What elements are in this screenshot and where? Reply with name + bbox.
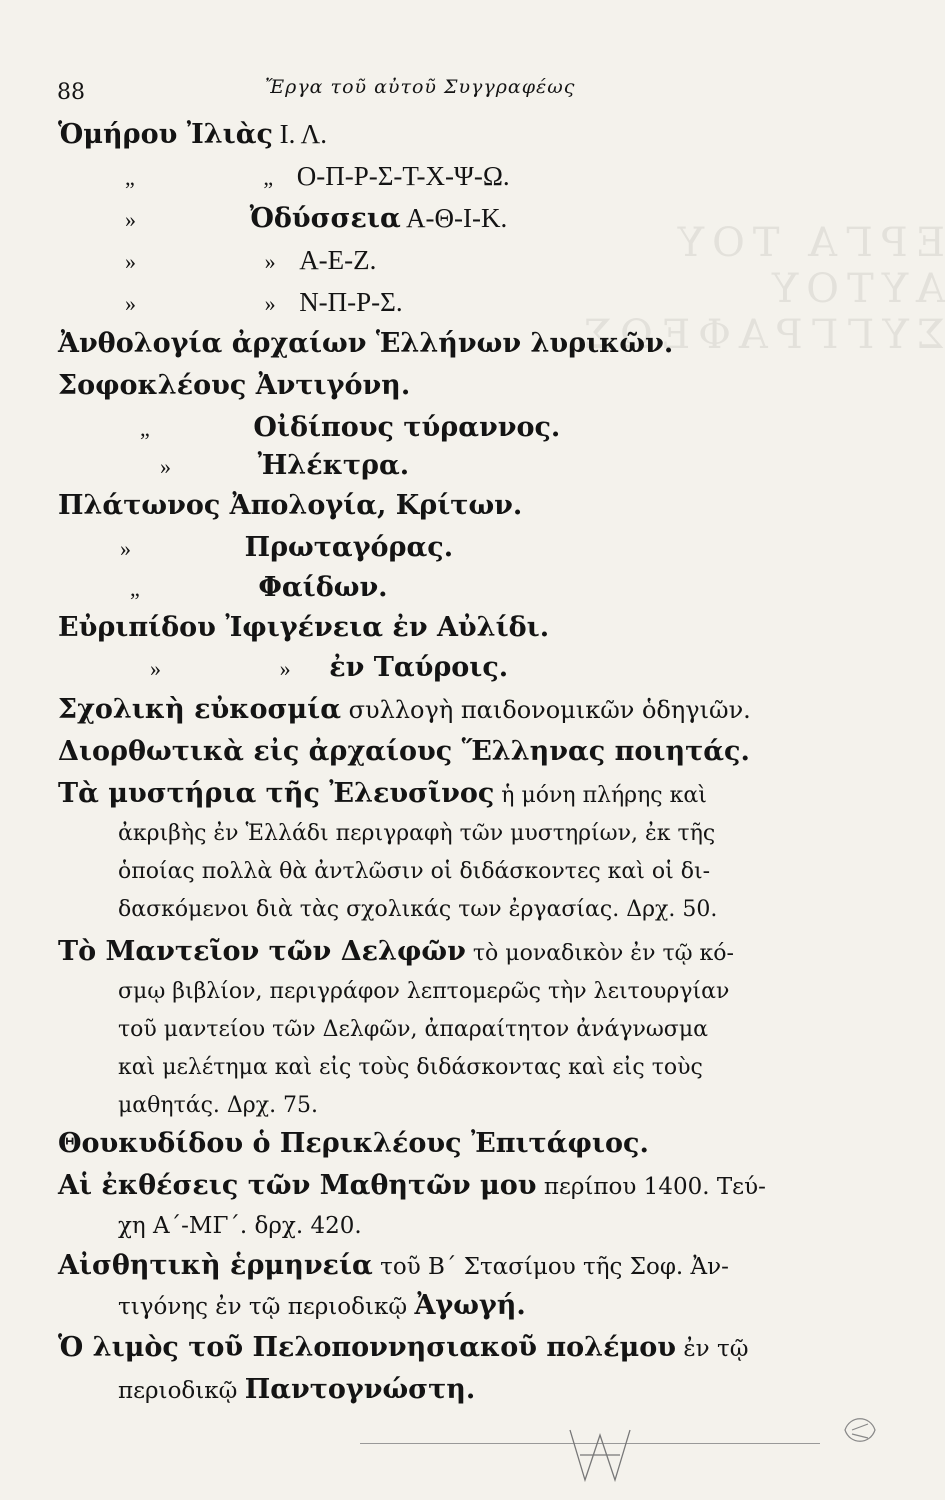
entry-text: τιγόνης ἐν τῷ περιοδικῷ	[118, 1294, 415, 1320]
entry-title: Ἀνθολογία ἀρχαίων Ἑλλήνων λυρικῶν.	[58, 328, 674, 359]
entry-title: Σοφοκλέους Ἀντιγόνη.	[58, 370, 411, 401]
entry-title: Παντογνώστη.	[244, 1374, 476, 1405]
entry-line	[118, 1290, 526, 1323]
entry-line	[58, 612, 549, 644]
entry-line: δασκόμενοι διὰ τὰς σχολικάς των ἐργασίας. Δρχ. 50.	[118, 897, 718, 922]
entry-text: Ι. Λ.	[272, 119, 328, 149]
entry-title: Ὁμήρου Ἰλιὰς	[58, 119, 273, 150]
entry-title: Θουκυδίδου ὁ Περικλέους Ἐπιτάφιος.	[58, 1128, 649, 1159]
entry-line	[160, 450, 409, 483]
entry-line: χη Α΄-ΜΓ΄. δρχ. 420.	[118, 1213, 362, 1239]
entry-line	[140, 412, 560, 445]
entry-line	[150, 652, 508, 685]
entry-text: ἐν τῷ	[676, 1336, 749, 1362]
entry-title: Διορθωτικὰ εἰς ἀρχαίους Ἕλληνας ποιητάς.	[58, 736, 750, 767]
entry-title: Αἱ ἐκθέσεις τῶν Μαθητῶν μου	[58, 1170, 537, 1201]
entry-title: Τὸ Μαντεῖον τῶν Δελφῶν	[58, 936, 466, 967]
entry-title: Αἰσθητικὴ ἑρμηνεία	[58, 1250, 373, 1281]
entry-title: Ἀγωγή.	[414, 1290, 526, 1321]
entry-line	[58, 694, 751, 726]
entry-title: Ὁ λιμὸς τοῦ Πελοποννησιακοῦ πολέμου	[58, 1332, 677, 1363]
entry-line	[130, 572, 388, 605]
ditto-mark: »	[125, 249, 136, 274]
ditto-mark: »	[125, 291, 136, 316]
ditto-mark: »	[125, 207, 136, 232]
entry-text: περιοδικῷ	[118, 1378, 245, 1404]
ditto-mark: „	[263, 165, 274, 190]
entry-line	[125, 244, 376, 278]
entry-line	[58, 1250, 729, 1283]
entry-line: τοῦ μαντείου τῶν Δελφῶν, ἀπαραίτητον ἀνάγνωσμα	[118, 1017, 708, 1042]
entry-line	[125, 202, 507, 236]
entry-text: Ο-Π-Ρ-Σ-Τ-Χ-Ψ-Ω.	[296, 161, 510, 191]
entry-title: Φαίδων.	[258, 572, 388, 603]
ditto-mark: »	[279, 656, 291, 681]
entry-text: Ν-Π-Ρ-Σ.	[299, 287, 403, 317]
entry-title: ἐν Ταύροις.	[329, 652, 509, 683]
entry-line: μαθητάς. Δρχ. 75.	[118, 1093, 319, 1118]
ditto-mark: „	[140, 416, 150, 441]
entry-line	[58, 1332, 748, 1365]
ditto-mark: „	[130, 576, 140, 601]
entry-line	[120, 532, 453, 565]
entry-text: τοῦ Β΄ Στασίμου τῆς Σοφ. Ἀν-	[372, 1254, 729, 1280]
entry-title: Οἰδίπους τύραννος.	[253, 412, 561, 443]
ditto-mark: »	[160, 454, 171, 479]
handwritten-signature	[560, 1420, 640, 1490]
entry-title: Σχολικὴ εὐκοσμία	[58, 694, 342, 725]
entry-line	[58, 1128, 649, 1160]
entry-text: συλλογὴ παιδονομικῶν ὁδηγιῶν.	[341, 696, 751, 724]
entry-line	[58, 328, 673, 360]
ditto-mark: »	[150, 656, 161, 681]
running-title: Ἔργα τοῦ αὐτοῦ Συγγραφέως	[265, 76, 576, 98]
ditto-mark: »	[264, 249, 276, 274]
entry-title: Πλάτωνος Ἀπολογία, Κρίτων.	[58, 490, 523, 521]
entry-title: Ὀδύσσεια	[249, 203, 401, 234]
entry-text: Α-Ε-Ζ.	[299, 245, 377, 275]
entry-line	[58, 936, 734, 970]
stamp-mark	[840, 1410, 880, 1450]
entry-line	[58, 778, 707, 812]
entry-text: Α-Θ-Ι-Κ.	[400, 203, 508, 233]
entry-text: ἡ μόνη πλήρης καὶ	[494, 783, 707, 808]
entry-line	[125, 286, 403, 320]
entry-line: ὁποίας πολλὰ θὰ ἀντλῶσιν οἱ διδάσκοντες καὶ οἱ δι-	[118, 859, 711, 884]
bleed-through-text: ΕΡΓΑ ΤΟΥ ΑΥΤΟΥ ΣΥΓΓΡΑΦΕΩΣ	[575, 220, 945, 358]
entry-line	[125, 160, 510, 194]
entry-line	[58, 118, 327, 151]
entry-line: ἀκριβὴς ἐν Ἑλλάδι περιγραφὴ τῶν μυστηρίων, ἐκ τῆς	[118, 821, 716, 846]
entry-title: Εὐριπίδου Ἰφιγένεια ἐν Αὐλίδι.	[58, 612, 550, 643]
ditto-mark: „	[125, 165, 135, 190]
page-number: 88	[57, 80, 85, 105]
entry-line	[118, 1374, 475, 1407]
entry-line	[58, 736, 750, 768]
ditto-mark: »	[120, 536, 131, 561]
entry-line: καὶ μελέτημα καὶ εἰς τοὺς διδάσκοντας καὶ εἰς τοὺς	[118, 1055, 703, 1080]
entry-line	[58, 370, 410, 402]
entry-title: Πρωταγόρας.	[244, 532, 454, 563]
entry-line	[58, 490, 522, 522]
ditto-mark: »	[264, 291, 276, 316]
entry-title: Τὰ μυστήρια τῆς Ἐλευσῖνος	[58, 778, 495, 809]
entry-line	[58, 1170, 766, 1203]
entry-line: σμῳ βιβλίον, περιγράφον λεπτομερῶς τὴν λειτουργίαν	[118, 979, 730, 1004]
entry-title: Ἠλέκτρα.	[257, 450, 410, 481]
entry-text: τὸ μοναδικὸν ἐν τῷ κό-	[465, 941, 734, 966]
entry-text: περίπου 1400. Τεύ-	[536, 1174, 766, 1200]
